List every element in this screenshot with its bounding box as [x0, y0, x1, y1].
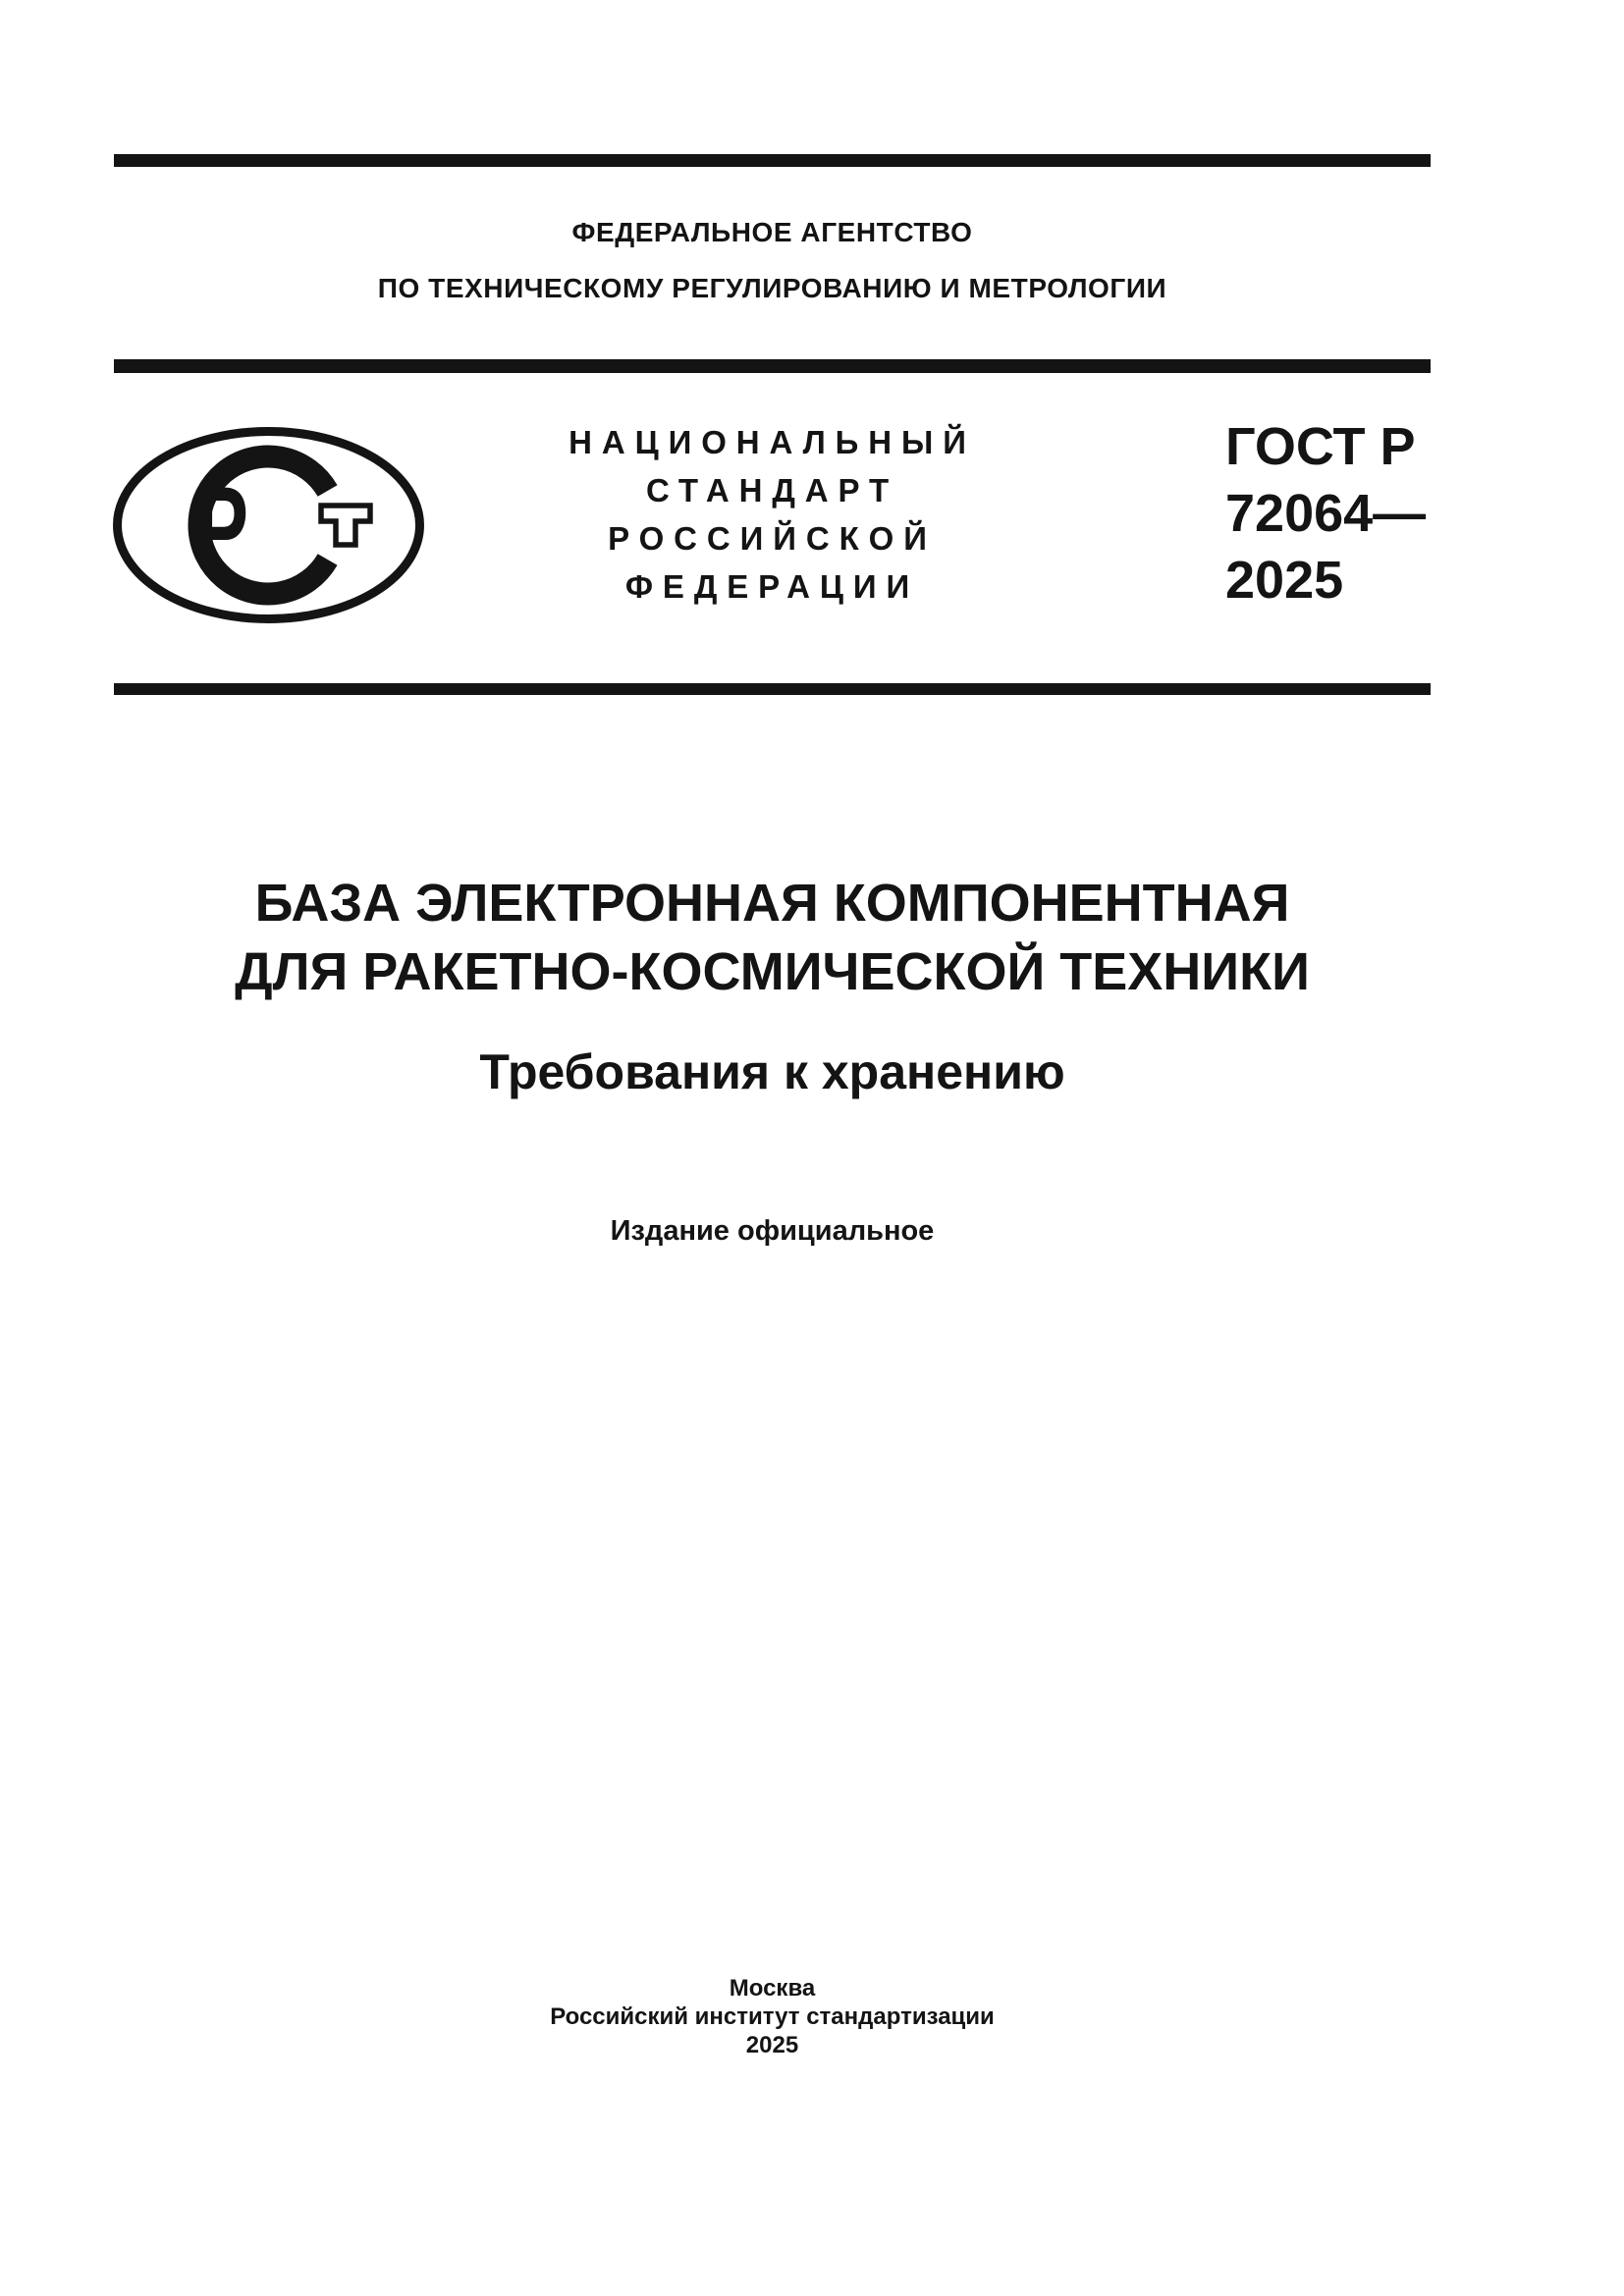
agency-line-1: ФЕДЕРАЛЬНОЕ АГЕНТСТВО [571, 217, 973, 247]
top-rule [114, 154, 1431, 167]
document-title-line-2: ДЛЯ РАКЕТНО-КОСМИЧЕСКОЙ ТЕХНИКИ [235, 942, 1310, 1001]
agency-header [114, 204, 1431, 316]
designation-block [1225, 413, 1426, 614]
designation-line-3: 2025 [1225, 551, 1344, 610]
middle-rule [114, 359, 1431, 373]
bottom-rule [114, 683, 1431, 695]
imprint-year: 2025 [745, 2032, 799, 2058]
document-title [114, 869, 1431, 1006]
agency-line-2: ПО ТЕХНИЧЕСКОМУ РЕГУЛИРОВАНИЮ И МЕТРОЛОГИИ [377, 273, 1167, 303]
imprint-publisher: Российский институт стандартизации [550, 2003, 995, 2030]
standard-type-line-1: НАЦИОНАЛЬНЫЙ [568, 424, 976, 460]
designation-line-1: ГОСТ Р [1225, 417, 1416, 476]
document-title-line-1: БАЗА ЭЛЕКТРОННАЯ КОМПОНЕНТНАЯ [254, 874, 1290, 933]
imprint-block [114, 1974, 1431, 2059]
logo-letter-p: Р [195, 462, 248, 594]
standard-type-line-4: ФЕДЕРАЦИИ [624, 568, 920, 605]
document-subtitle: Требования к хранению [479, 1044, 1065, 1099]
standard-type-line-2: СТАНДАРТ [645, 472, 899, 508]
imprint-city: Москва [729, 1975, 816, 2002]
edition-note: Издание официальное [610, 1215, 935, 1247]
standard-type-line-3: РОССИЙСКОЙ [608, 520, 937, 557]
designation-line-2: 72064— [1225, 484, 1427, 543]
